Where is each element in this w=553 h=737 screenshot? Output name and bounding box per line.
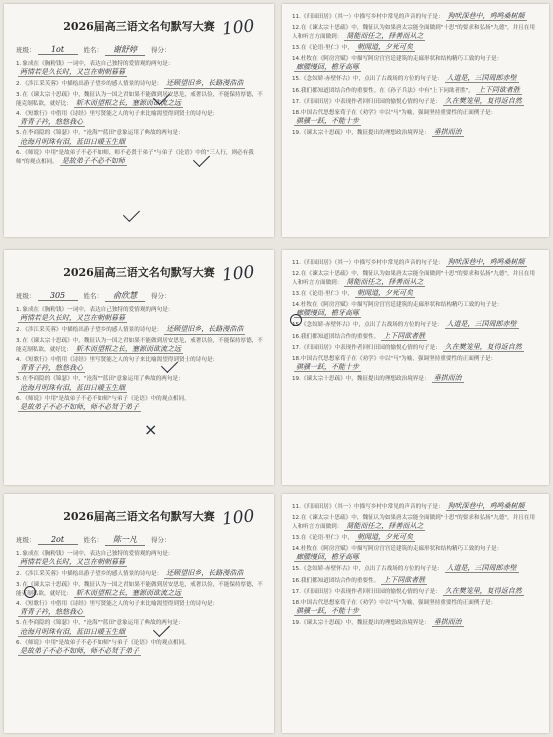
handwritten-answer: 青青子衿，悠悠我心 [20, 608, 83, 617]
question-list [4, 306, 274, 412]
handwritten-answer: 狗吠深巷中，鸡鸣桑树颠 [447, 258, 525, 266]
question-number: 16. [292, 577, 301, 584]
question-number: 19. [292, 620, 301, 626]
question-text: 杜牧在《阿房宫赋》中描写阿房宫宫廷建筑的走廊形状和结构精巧工致的句子是： [300, 55, 503, 62]
question-item [16, 325, 264, 334]
question-text: 在李商隐的《锦瑟》中，"沧海""蓝田"意象运用了典故的两句是： [22, 130, 184, 137]
question-number: 18. [292, 599, 301, 606]
question-item [16, 337, 264, 354]
question-text: 在李商隐的《锦瑟》中，"沧海""蓝田"意象运用了典故的两句是： [22, 620, 184, 627]
handwritten-answer: 两情若是久长时，又岂在朝朝暮暮 [20, 558, 125, 567]
handwritten-answer: 人道是，三国周郎赤壁 [446, 564, 517, 572]
question-item [16, 129, 264, 146]
question-number: 13. [292, 45, 301, 51]
handwritten-answer: 人道是，三国周郎赤壁 [446, 320, 517, 328]
handwritten-answer: 骐骥一跃，不能十步 [296, 362, 359, 371]
question-number: 1. [16, 307, 22, 313]
question-number: 17. [292, 589, 301, 595]
question-number: 14. [292, 55, 301, 62]
class-value: 305 [38, 291, 78, 301]
question-number: 12. [292, 514, 301, 521]
handwritten-answer: 久在樊笼里，复得返自然 [444, 343, 522, 351]
question-item [282, 97, 549, 106]
question-list [282, 250, 549, 383]
question-item [282, 12, 549, 21]
question-item [16, 569, 264, 578]
question-number: 12. [292, 24, 301, 31]
question-item [16, 91, 264, 108]
handwritten-answer: 简能而任之，择善而从之 [346, 277, 424, 286]
question-text: 《涉江采芙蓉》中描绘出游子望乡的感人情景的诗句是： [22, 571, 163, 578]
name-label: 姓名： [83, 46, 103, 54]
class-label: 班级： [16, 536, 36, 544]
question-text: 在《论语·里仁》中， [300, 45, 354, 51]
question-item [282, 599, 549, 616]
question-number: 5. [16, 376, 22, 383]
handwritten-answer: 狗吠深巷中，鸡鸣桑树颠 [447, 502, 525, 510]
question-number: 16. [292, 87, 301, 94]
question-number: 18. [292, 355, 301, 362]
question-item [16, 110, 264, 127]
handwritten-answer: 骐骥一跃，不能十步 [296, 606, 359, 615]
name-value: 谢舒婷 [105, 44, 145, 56]
question-text: 《归园田居》中表现作者回归田园的愉悦心情的句子是： [300, 345, 441, 351]
quiz-sheet-back-3 [282, 494, 549, 733]
question-number: 4. [16, 601, 22, 608]
question-item [282, 43, 549, 52]
question-text: 在《谏太宗十思疏》中，魏征认为如果唐太宗能全面做到"十思"的要求和弘扬"九德"，并且在用人和听言方面做到： [292, 514, 535, 530]
name-label: 姓名： [83, 292, 103, 300]
question-item [16, 306, 264, 323]
question-number: 2. [16, 327, 22, 334]
question-text: 中国古代思想家荀子在《劝学》中以"马"为喻，强调坚持重要性的正面例子是： [300, 109, 497, 116]
question-number: 13. [292, 535, 301, 541]
score-label: 得分： [151, 292, 171, 300]
question-number: 5. [16, 130, 22, 137]
question-text: 象成在《胸粉钱》一词中，表达自己独特的爱情观的两句是： [22, 307, 174, 313]
question-number: 3. [16, 337, 22, 344]
question-text: 我们都知道团结合作的重要性。 [300, 577, 380, 584]
question-text: 《归园田居》（其一）中描写乡村中常见的声音的句子是： [300, 14, 444, 20]
question-number: 14. [292, 301, 301, 308]
question-text: 在《论语·里仁》中， [300, 535, 354, 541]
handwritten-answer: 朝闻道，夕死可矣 [357, 533, 414, 541]
question-item [16, 581, 264, 598]
question-number: 3. [16, 91, 22, 98]
question-number: 4. [16, 111, 22, 118]
question-number: 5. [16, 620, 22, 627]
handwritten-answer: 垂拱而治 [433, 128, 462, 136]
question-item [16, 600, 264, 617]
question-number: 13. [292, 291, 301, 297]
handwritten-answer: 是故弟子不必不如师，师不必贤于弟子 [20, 403, 139, 412]
question-item [282, 618, 549, 627]
question-number: 17. [292, 99, 301, 105]
class-value: 1ot [38, 45, 78, 55]
handwritten-answer: 青青子衿，悠悠我心 [20, 364, 83, 373]
name-value: 陈一凡 [105, 534, 145, 546]
sheet-title: 2026届高三语文名句默写大赛 [63, 266, 215, 279]
question-list [4, 550, 274, 656]
question-number: 18. [292, 109, 301, 116]
handwritten-answer: 还顾望旧乡，长路漫浩浩 [166, 325, 244, 334]
question-number: 19. [292, 130, 301, 136]
question-item [282, 587, 549, 596]
question-item [282, 343, 549, 352]
question-item [282, 289, 549, 298]
handwritten-answer: 人道是，三国周郎赤壁 [446, 74, 517, 82]
question-item [282, 564, 549, 573]
score-label: 得分： [151, 536, 171, 544]
question-item [282, 55, 549, 72]
question-item [282, 533, 549, 542]
handwritten-answer: 上下同欲者胜 [383, 575, 426, 584]
question-text: 在李商隐的《锦瑟》中，"沧海""蓝田"意象运用了典故的两句是： [22, 376, 184, 383]
question-number: 6. [16, 149, 22, 156]
handwritten-answer: 斩木而望根之长，塞源而欲流之远 [75, 98, 181, 107]
question-number: 6. [16, 395, 22, 402]
question-number: 14. [292, 545, 301, 552]
question-item [16, 550, 264, 567]
question-item [282, 502, 549, 511]
question-item [282, 545, 549, 562]
question-text: 象成在《胸粉钱》一词中，表达自己独特的爱情观的两句是： [22, 551, 174, 557]
score-mark: 100 [220, 506, 255, 530]
question-item [282, 270, 549, 287]
handwritten-answer: 骐骥一跃，不能十步 [296, 116, 359, 125]
sheet-title: 2026届高三语文名句默写大赛 [63, 510, 215, 523]
question-number: 3. [16, 581, 22, 588]
question-item [282, 355, 549, 372]
question-text: 杜牧在《阿房宫赋》中描写阿房宫宫廷建筑的走廊形状和结构精巧工致的句子是： [300, 545, 503, 552]
question-item [282, 128, 549, 137]
question-text: 在《谏太宗十思疏》中，魏征认为如果唐太宗能全面做到"十思"的要求和弘扬"九德"，并且在用人和听言方面做到： [292, 270, 535, 286]
question-number: 15. [292, 566, 301, 572]
question-item [282, 332, 549, 341]
question-item [282, 258, 549, 267]
question-list [4, 60, 274, 166]
question-text: 《归园田居》（其一）中描写乡村中常见的声音的句子是： [300, 504, 444, 510]
handwritten-answer: 久在樊笼里，复得返自然 [444, 97, 522, 105]
question-text: 在《论语·里仁》中， [300, 291, 354, 297]
question-item [282, 74, 549, 83]
question-number: 4. [16, 357, 22, 364]
handwritten-answer: 沧海月明珠有泪，蓝田日暖玉生烟 [20, 137, 125, 146]
handwritten-answer: 廊腰缦回，檐牙高啄 [296, 552, 359, 561]
question-text: 中国古代思想家荀子在《劝学》中以"马"为喻，强调坚持重要性的正面例子是： [300, 355, 497, 362]
question-text: 象成在《胸粉钱》一词中，表达自己独特的爱情观的两句是： [22, 61, 174, 67]
handwritten-answer: 是故弟子不必不如师 [61, 157, 125, 166]
handwritten-answer: 简能而任之，择善而从之 [346, 31, 424, 40]
question-text: 《短歌行》中借用《诗经》里写贤能之人的句子来比喻渴望得到贤士的诗句是： [22, 601, 219, 608]
question-item [16, 395, 264, 412]
handwritten-answer: 简能而任之，择善而从之 [346, 521, 424, 530]
handwritten-answer: 久在樊笼里，复得返自然 [444, 587, 522, 595]
question-text: 《归园田居》（其一）中描写乡村中常见的声音的句子是： [300, 260, 444, 266]
question-number: 1. [16, 61, 22, 67]
question-item [16, 60, 264, 77]
question-number: 12. [292, 270, 301, 277]
question-text: 《师说》中用"是故弟子不必不如师"与弟子《论语》中的观点相同。 [22, 639, 190, 646]
handwritten-answer: 还顾望旧乡，长路漫浩浩 [166, 79, 244, 88]
question-item [16, 639, 264, 656]
question-text: 《归园田居》中表现作者回归田园的愉悦心情的句子是： [300, 99, 441, 105]
question-list [282, 4, 549, 137]
question-item [282, 86, 549, 95]
question-text: 《涉江采芙蓉》中描绘出游子望乡的感人情景的诗句是： [22, 81, 163, 88]
handwritten-answer: 两情若是久长时，又岂在朝朝暮暮 [20, 314, 125, 323]
quiz-sheet-back-1 [282, 4, 549, 237]
handwritten-answer: 斩木而望根之长，塞源而欲流之远 [75, 588, 181, 597]
student-info-row [16, 290, 264, 302]
question-text: 我们都知道团结合作的重要性。 [300, 333, 380, 340]
question-item [282, 514, 549, 531]
handwritten-answer: 垂拱而治 [433, 618, 462, 626]
cross-mark-icon: × [144, 420, 158, 439]
question-number: 6. [16, 639, 22, 646]
handwritten-answer: 朝闻道，夕死可矣 [357, 289, 414, 297]
handwritten-answer: 廊腰缦回，檐牙高啄 [296, 308, 359, 317]
handwritten-answer: 还顾望旧乡，长路漫浩浩 [166, 569, 244, 578]
sheet-title: 2026届高三语文名句默写大赛 [63, 20, 215, 33]
handwritten-answer: 两情若是久长时，又岂在朝朝暮暮 [20, 68, 125, 77]
question-item [282, 374, 549, 383]
question-number: 2. [16, 571, 22, 578]
name-value: 俞欣慧 [105, 290, 145, 302]
question-number: 17. [292, 345, 301, 351]
handwritten-answer: 是故弟子不必不如师，师不必贤于弟子 [20, 647, 139, 656]
question-list [282, 494, 549, 627]
student-info-row [16, 44, 264, 56]
question-number: 15. [292, 322, 301, 328]
question-text: 《谏太宗十思疏》中，魏征提出的理想政治境界是： [300, 130, 430, 136]
question-item [16, 356, 264, 373]
score-mark: 100 [220, 262, 255, 286]
question-text: 我们都知道团结合作的重要性。在《孙子兵法》中有"上下同欲者胜"， [300, 87, 474, 94]
question-item [282, 320, 549, 329]
handwritten-answer: 廊腰缦回，檐牙高啄 [296, 62, 359, 71]
question-item [282, 24, 549, 41]
handwritten-answer: 青青子衿，悠悠我心 [20, 118, 83, 127]
question-item [16, 375, 264, 392]
score-label: 得分： [151, 46, 171, 54]
question-text: 在《谏太宗十思疏》中，魏征认为一国之君如果不能做到居安思危，戒奢以俭，不能保持厚德，不能克制私欲，就好比： [16, 337, 263, 353]
question-text: 《谏太宗十思疏》中，魏征提出的理想政治境界是： [300, 376, 430, 382]
question-number: 2. [16, 81, 22, 88]
class-label: 班级： [16, 46, 36, 54]
handwritten-answer: 上下同欲者胜 [383, 331, 426, 340]
quiz-sheet-front-1 [4, 4, 274, 237]
question-text: 在《谏太宗十思疏》中，魏征认为如果唐太宗能全面做到"十思"的要求和弘扬"九德"，并且在用人和听言方面做到： [292, 24, 535, 40]
question-text: 杜牧在《阿房宫赋》中描写阿房宫宫廷建筑的走廊形状和结构精巧工致的句子是： [300, 301, 503, 308]
question-number: 16. [292, 333, 301, 340]
handwritten-answer: 上下同欲者胜 [477, 85, 520, 94]
student-info-row [16, 534, 264, 546]
question-text: 《归园田居》中表现作者回归田园的愉悦心情的句子是： [300, 589, 441, 595]
class-label: 班级： [16, 292, 36, 300]
question-text: 《师说》中用"是故弟子不必不如师"与弟子《论语》中的观点相同。 [22, 395, 190, 402]
question-number: 19. [292, 376, 301, 382]
question-text: 《师说》中用"是故弟子不必不如师，师不必贤于弟子"与弟子《论语》中的"三人行，则必有我师"的观点相同。 [16, 149, 254, 166]
circle-mark-icon [24, 586, 36, 598]
question-text: 在《谏太宗十思疏》中，魏征认为一国之君如果不能做到居安思危，戒奢以俭，不能保持厚德，不能克制私欲，就好比： [16, 581, 263, 597]
question-number: 11. [292, 14, 301, 20]
question-text: 《短歌行》中借用《诗经》里写贤能之人的句子来比喻渴望得到贤士的诗句是： [22, 357, 219, 364]
circle-mark-icon [290, 314, 302, 326]
class-value: 2ot [38, 535, 78, 545]
question-text: 《涉江采芙蓉》中描绘出游子望乡的感人情景的诗句是： [22, 327, 163, 334]
question-number: 11. [292, 504, 301, 510]
question-text: 《谏太宗十思疏》中，魏征提出的理想政治境界是： [300, 620, 430, 626]
check-mark-icon [123, 205, 140, 222]
handwritten-answer: 垂拱而治 [433, 374, 462, 382]
question-text: 《念奴娇·赤壁怀古》中，点出了古战场的方位的句子是： [300, 322, 443, 328]
question-item [16, 619, 264, 636]
question-text: 《念奴娇·赤壁怀古》中，点出了古战场的方位的句子是： [300, 566, 443, 572]
question-item [282, 301, 549, 318]
question-number: 11. [292, 260, 301, 266]
handwritten-answer: 斩木而望根之长，塞源而欲流之远 [75, 344, 181, 353]
question-item [282, 576, 549, 585]
question-text: 《念奴娇·赤壁怀古》中，点出了古战场的方位的句子是： [300, 76, 443, 82]
question-number: 1. [16, 551, 22, 557]
question-item [16, 79, 264, 88]
score-mark: 100 [220, 16, 255, 40]
quiz-sheet-back-2 [282, 250, 549, 485]
question-item [282, 109, 549, 126]
name-label: 姓名： [83, 536, 103, 544]
handwritten-answer: 沧海月明珠有泪，蓝田日暖玉生烟 [20, 383, 125, 392]
question-text: 在《谏太宗十思疏》中，魏征认为一国之君如果不能做到居安思危，戒奢以俭，不能保持厚德，不能克制私欲，就好比： [16, 91, 263, 107]
quiz-sheet-front-3 [4, 494, 274, 733]
handwritten-answer: 狗吠深巷中，鸡鸣桑树颠 [447, 12, 525, 20]
question-text: 《短歌行》中借用《诗经》里写贤能之人的句子来比喻渴望得到贤士的诗句是： [22, 111, 219, 118]
quiz-sheet-front-2 [4, 250, 274, 485]
handwritten-answer: 沧海月明珠有泪，蓝田日暖玉生烟 [20, 627, 125, 636]
question-item [16, 149, 264, 166]
handwritten-answer: 朝闻道，夕死可矣 [357, 43, 414, 51]
question-number: 15. [292, 76, 301, 82]
question-text: 中国古代思想家荀子在《劝学》中以"马"为喻，强调坚持重要性的正面例子是： [300, 599, 497, 606]
